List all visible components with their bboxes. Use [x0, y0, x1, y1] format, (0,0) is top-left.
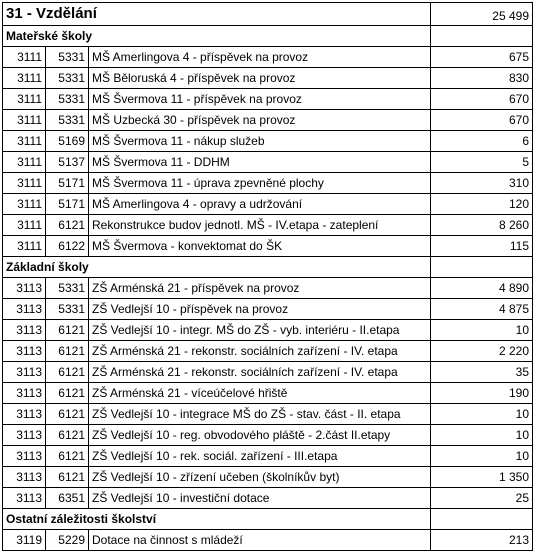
item-code: 5229	[46, 530, 89, 551]
paragraph-code: 3113	[3, 404, 46, 425]
table-row	[3, 68, 533, 89]
item-description: MŠ Běloruská 4 - příspěvek na provoz	[89, 68, 431, 89]
item-code: 6121	[46, 341, 89, 362]
table-row	[3, 194, 533, 215]
item-code: 5331	[46, 299, 89, 320]
paragraph-code: 3113	[3, 341, 46, 362]
table-row	[3, 152, 533, 173]
table-row	[3, 320, 533, 341]
item-amount: 120	[431, 194, 533, 215]
item-amount: 310	[431, 173, 533, 194]
budget-table	[2, 2, 533, 551]
section-amount-cell	[431, 509, 533, 530]
paragraph-code: 3113	[3, 446, 46, 467]
item-amount: 25	[431, 488, 533, 509]
item-description: ZŠ Vedlejší 10 - reg. obvodového pláště - 2.část II.etapy	[89, 425, 431, 446]
paragraph-code: 3111	[3, 152, 46, 173]
item-amount: 10	[431, 320, 533, 341]
section-name: Základní školy	[3, 257, 431, 278]
item-description: ZŠ Vedlejší 10 - zřízení učeben (školníkův byt)	[89, 467, 431, 488]
section-header-row	[3, 509, 533, 530]
table-row	[3, 446, 533, 467]
item-amount: 2 220	[431, 341, 533, 362]
paragraph-code: 3111	[3, 68, 46, 89]
item-description: ZŠ Vedlejší 10 - investiční dotace	[89, 488, 431, 509]
table-row	[3, 47, 533, 68]
item-amount: 10	[431, 425, 533, 446]
table-row	[3, 488, 533, 509]
item-description: Rekonstrukce budov jednotl. MŠ - IV.etapa - zateplení	[89, 215, 431, 236]
item-description: ZŠ Vedlejší 10 - příspěvek na provoz	[89, 299, 431, 320]
paragraph-code: 3111	[3, 215, 46, 236]
paragraph-code: 3113	[3, 425, 46, 446]
item-code: 5331	[46, 278, 89, 299]
section-amount-cell	[431, 257, 533, 278]
item-amount: 190	[431, 383, 533, 404]
table-row	[3, 362, 533, 383]
item-amount: 4 890	[431, 278, 533, 299]
table-row	[3, 215, 533, 236]
item-code: 6121	[46, 362, 89, 383]
item-amount: 35	[431, 362, 533, 383]
table-row	[3, 89, 533, 110]
item-description: MŠ Švermova 11 - nákup služeb	[89, 131, 431, 152]
item-description: ZŠ Arménská 21 - víceúčelové hřiště	[89, 383, 431, 404]
item-amount: 10	[431, 404, 533, 425]
item-description: ZŠ Vedlejší 10 - rek. sociál. zařízení - III.etapa	[89, 446, 431, 467]
section-name: Mateřské školy	[3, 26, 431, 47]
item-description: ZŠ Vedlejší 10 - integr. MŠ do ZŠ - vyb. interiéru - II.etapa	[89, 320, 431, 341]
item-code: 6121	[46, 467, 89, 488]
item-description: ZŠ Arménská 21 - rekonstr. sociálních zařízení - IV. etapa	[89, 341, 431, 362]
table-row	[3, 467, 533, 488]
paragraph-code: 3111	[3, 47, 46, 68]
item-description: ZŠ Arménská 21 - rekonstr. sociálních zařízení - IV. etapa	[89, 362, 431, 383]
item-description: MŠ Švermova - konvektomat do ŠK	[89, 236, 431, 257]
table-row	[3, 173, 533, 194]
item-amount: 115	[431, 236, 533, 257]
item-description: MŠ Amerlingova 4 - příspěvek na provoz	[89, 47, 431, 68]
item-description: MŠ Amerlingova 4 - opravy a udržování	[89, 194, 431, 215]
paragraph-code: 3113	[3, 383, 46, 404]
table-row	[3, 110, 533, 131]
item-description: MŠ Švermova 11 - úprava zpevněné plochy	[89, 173, 431, 194]
paragraph-code: 3111	[3, 89, 46, 110]
item-description: ZŠ Vedlejší 10 - integrace MŠ do ZŠ - stav. část - II. etapa	[89, 404, 431, 425]
paragraph-code: 3113	[3, 299, 46, 320]
item-amount: 8 260	[431, 215, 533, 236]
section-header-row	[3, 257, 533, 278]
item-code: 5331	[46, 47, 89, 68]
table-row	[3, 341, 533, 362]
paragraph-code: 3113	[3, 278, 46, 299]
item-amount: 830	[431, 68, 533, 89]
budget-table-body	[3, 3, 533, 551]
paragraph-code: 3113	[3, 467, 46, 488]
table-row	[3, 530, 533, 551]
table-row	[3, 131, 533, 152]
section-amount-cell	[431, 26, 533, 47]
chapter-total: 25 499	[431, 3, 533, 26]
item-description: Dotace na činnost s mládeží	[89, 530, 431, 551]
table-row	[3, 404, 533, 425]
paragraph-code: 3111	[3, 131, 46, 152]
item-code: 5171	[46, 194, 89, 215]
item-amount: 5	[431, 152, 533, 173]
table-row	[3, 425, 533, 446]
item-amount: 213	[431, 530, 533, 551]
paragraph-code: 3111	[3, 236, 46, 257]
section-name: Ostatní záležitosti školství	[3, 509, 431, 530]
paragraph-code: 3119	[3, 530, 46, 551]
item-code: 5331	[46, 68, 89, 89]
item-amount: 670	[431, 89, 533, 110]
paragraph-code: 3111	[3, 194, 46, 215]
item-code: 6121	[46, 404, 89, 425]
header-row	[3, 3, 533, 26]
table-row	[3, 383, 533, 404]
paragraph-code: 3111	[3, 173, 46, 194]
chapter-title: 31 - Vzdělání	[3, 3, 431, 26]
paragraph-code: 3113	[3, 320, 46, 341]
paragraph-code: 3111	[3, 110, 46, 131]
table-row	[3, 278, 533, 299]
paragraph-code: 3113	[3, 362, 46, 383]
item-amount: 10	[431, 446, 533, 467]
item-description: ZŠ Arménská 21 - příspěvek na provoz	[89, 278, 431, 299]
section-header-row	[3, 26, 533, 47]
item-description: MŠ Švermova 11 - DDHM	[89, 152, 431, 173]
item-description: MŠ Uzbecká 30 - příspěvek na provoz	[89, 110, 431, 131]
item-code: 6121	[46, 425, 89, 446]
paragraph-code: 3113	[3, 488, 46, 509]
item-amount: 4 875	[431, 299, 533, 320]
item-code: 6122	[46, 236, 89, 257]
item-code: 5169	[46, 131, 89, 152]
item-amount: 675	[431, 47, 533, 68]
table-row	[3, 299, 533, 320]
item-amount: 670	[431, 110, 533, 131]
item-amount: 6	[431, 131, 533, 152]
item-code: 5331	[46, 110, 89, 131]
item-code: 6121	[46, 215, 89, 236]
item-code: 6121	[46, 446, 89, 467]
item-description: MŠ Švermova 11 - příspěvek na provoz	[89, 89, 431, 110]
item-code: 6351	[46, 488, 89, 509]
item-code: 5171	[46, 173, 89, 194]
item-code: 5137	[46, 152, 89, 173]
item-code: 5331	[46, 89, 89, 110]
item-code: 6121	[46, 383, 89, 404]
item-code: 6121	[46, 320, 89, 341]
item-amount: 1 350	[431, 467, 533, 488]
table-row	[3, 236, 533, 257]
